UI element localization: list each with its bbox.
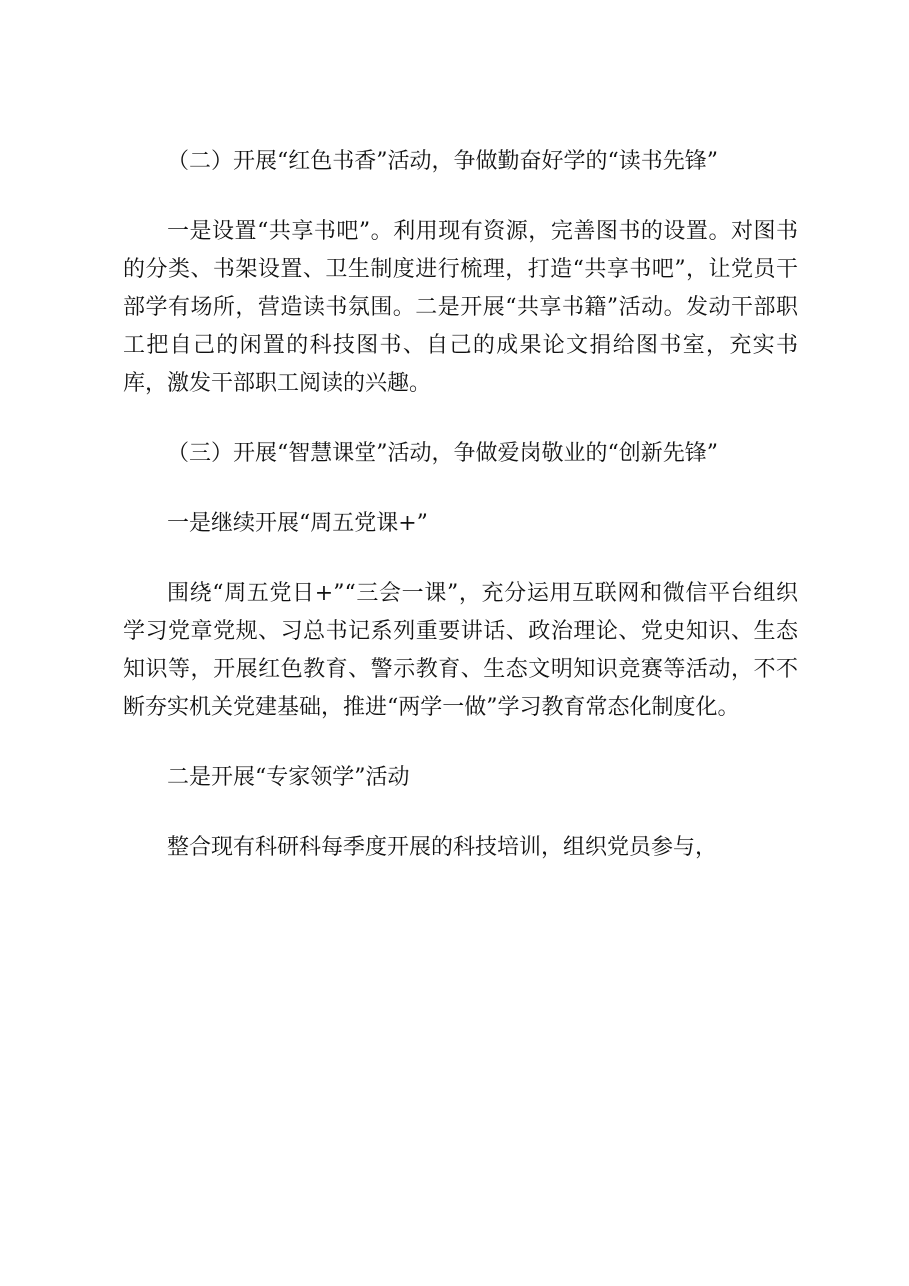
- body-paragraph: 整合现有科研科每季度开展的科技培训，组织党员参与，: [167, 835, 718, 860]
- document-body: [123, 143, 798, 899]
- body-paragraph: 一是设置“共享书吧”。利用现有资源，完善图书的设置。对图书的分类、书架设置、卫生制度进行梳理，打造“共享书吧”，让党员干部学有场所，营造读书氛围。二是开展“共享书籍”活动。发动干部职工把自己的闲置的科技图书、自己的成果论文捐给图书室，充实书库，激发干部职工阅读的兴趣。: [123, 219, 798, 396]
- sub-heading: 一是继续开展“周五党课+”: [167, 511, 428, 536]
- sub-heading: 二是开展“专家领学”活动: [167, 765, 410, 790]
- section-heading-3: （三）开展“智慧课堂”活动，争做爱岗敬业的“创新先锋”: [167, 441, 718, 466]
- section-heading-2: （二）开展“红色书香”活动，争做勤奋好学的“读书先锋”: [167, 149, 718, 174]
- body-paragraph: 围绕“周五党日+”“三会一课”，充分运用互联网和微信平台组织学习党章党规、习总书记系列重要讲话、政治理论、党史知识、生态知识等，开展红色教育、警示教育、生态文明知识竞赛等活动，不不断夯实机关党建基础，推进“两学一做”学习教育常态化制度化。: [123, 581, 798, 720]
